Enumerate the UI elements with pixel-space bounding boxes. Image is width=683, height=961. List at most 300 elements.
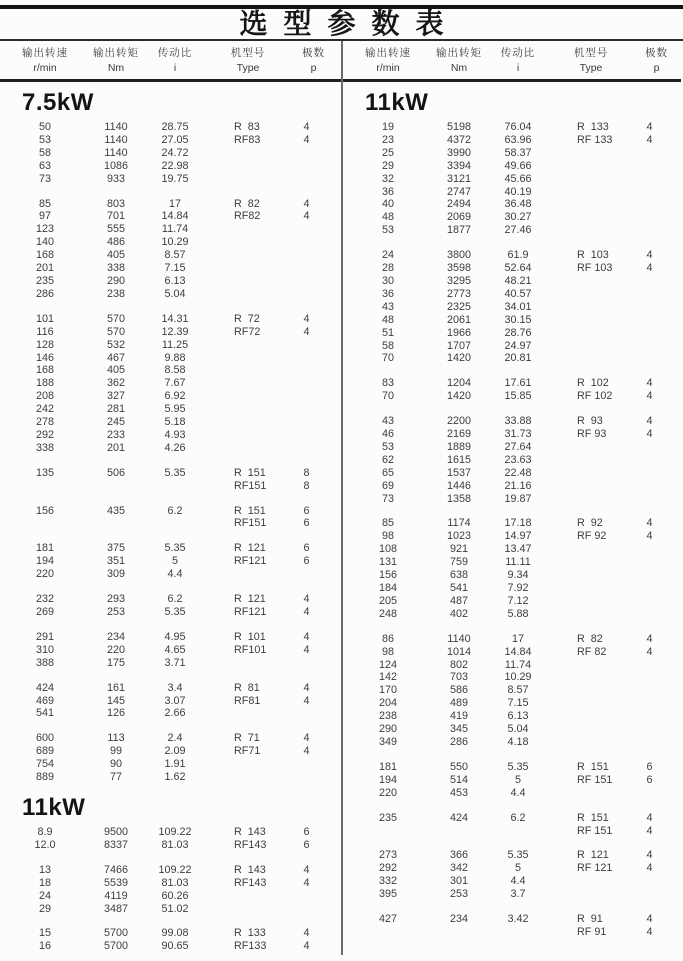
cell-type <box>551 467 631 480</box>
table-row <box>0 416 341 429</box>
cell-poles: 4 <box>303 121 310 133</box>
cell-type <box>551 493 631 506</box>
cell-output-speed: 188 <box>35 377 54 390</box>
cell-output-speed: 208 <box>35 390 54 403</box>
table-row <box>0 593 341 606</box>
cell-type <box>208 262 288 275</box>
cell-output-torque: 161 <box>106 681 125 694</box>
cell-type: R 133 <box>577 121 609 133</box>
cell-type <box>551 569 631 582</box>
cell-output-speed: 23 <box>381 133 394 146</box>
cell-poles <box>288 442 339 455</box>
cell-type: R 82 <box>577 632 603 645</box>
cell-ratio: 109.22 <box>158 825 192 838</box>
cell-output-speed: 220 <box>378 786 397 799</box>
cell-output-torque: 1086 <box>103 159 129 172</box>
cell-output-speed: 135 <box>35 466 54 479</box>
table-row <box>343 849 681 862</box>
cell-ratio <box>142 517 208 530</box>
cell-type: RF121 <box>234 606 267 618</box>
cell-output-torque: 1023 <box>446 530 472 543</box>
table-row <box>343 340 681 353</box>
column-header-label: 机型号 <box>230 47 266 59</box>
cell-poles <box>288 236 339 249</box>
cell-poles <box>631 723 682 736</box>
cell-output-speed: 689 <box>35 745 54 758</box>
cell-output-speed: 69 <box>381 479 394 492</box>
cell-poles <box>631 480 682 493</box>
cell-type <box>551 787 631 800</box>
cell-ratio: 8.57 <box>164 249 186 262</box>
cell-poles: 4 <box>646 530 653 543</box>
cell-output-torque: 2773 <box>446 287 472 300</box>
table-row <box>343 723 681 736</box>
cell-output-speed: 83 <box>381 377 394 390</box>
table-row <box>0 877 341 890</box>
cell-type <box>551 875 631 888</box>
cell-output-speed: 53 <box>381 224 394 237</box>
cell-type: R 151 <box>577 760 609 773</box>
cell-ratio: 5.88 <box>507 607 529 620</box>
cell-poles <box>288 339 339 352</box>
cell-ratio: 5.35 <box>507 760 529 773</box>
cell-output-torque: 201 <box>106 441 125 454</box>
cell-output-torque: 1966 <box>446 326 472 339</box>
cell-output-speed: 131 <box>378 556 397 569</box>
column-header-label: 输出转速 <box>365 47 411 59</box>
cell-type <box>551 710 631 723</box>
table-row <box>343 710 681 723</box>
table-row <box>0 429 341 442</box>
table-row <box>343 671 681 684</box>
cell-output-torque: 570 <box>106 325 125 338</box>
cell-type <box>208 416 288 429</box>
cell-output-torque: 1014 <box>446 645 472 658</box>
cell-output-speed: 205 <box>378 594 397 607</box>
panel-right <box>341 41 681 955</box>
column-header-label: 传动比 <box>157 47 193 59</box>
table-row <box>0 198 341 211</box>
cell-output-torque: 99 <box>109 745 122 758</box>
data-block <box>0 927 341 953</box>
cell-ratio: 11.74 <box>504 658 532 671</box>
cell-output-speed: 168 <box>35 249 54 262</box>
cell-output-torque: 4372 <box>446 133 472 146</box>
cell-type: R 71 <box>234 732 260 745</box>
cell-poles <box>288 403 339 416</box>
data-block <box>0 732 341 784</box>
cell-ratio: 17 <box>168 197 181 210</box>
cell-ratio: 6.13 <box>507 710 529 723</box>
cell-output-torque: 933 <box>106 172 125 185</box>
table-row <box>0 326 341 339</box>
cell-type: RF151 <box>234 479 267 492</box>
cell-output-torque: 1174 <box>447 517 471 530</box>
table-row <box>0 542 341 555</box>
data-block <box>0 542 341 581</box>
cell-output-speed: 65 <box>381 466 394 479</box>
cell-type: RF 121 <box>577 862 613 875</box>
cell-type <box>208 442 288 455</box>
cell-ratio: 22.98 <box>161 159 189 172</box>
cell-poles <box>631 493 682 506</box>
cell-ratio: 60.26 <box>161 889 189 902</box>
cell-type <box>208 758 288 771</box>
table-row <box>0 339 341 352</box>
cell-poles <box>631 787 682 800</box>
cell-ratio: 7.67 <box>164 377 186 390</box>
cell-type <box>551 441 631 454</box>
cell-output-speed: 469 <box>35 694 54 707</box>
cell-output-torque: 1877 <box>446 224 472 237</box>
cell-poles: 4 <box>646 415 653 428</box>
cell-type <box>551 697 631 710</box>
cell-ratio: 22.48 <box>504 466 532 479</box>
cell-type: R 121 <box>577 849 609 862</box>
cell-poles <box>631 211 682 224</box>
data-block <box>0 313 341 455</box>
cell-poles: 4 <box>646 632 653 645</box>
cell-ratio: 81.03 <box>161 876 189 889</box>
cell-poles <box>631 467 682 480</box>
cell-type: RF151 <box>234 517 267 530</box>
cell-output-speed: 194 <box>378 773 397 786</box>
cell-output-speed: 46 <box>381 428 394 441</box>
cell-ratio: 3.07 <box>164 694 186 707</box>
cell-ratio: 27.64 <box>504 440 532 453</box>
panels <box>0 41 683 955</box>
cell-poles <box>631 697 682 710</box>
table-row <box>343 390 681 403</box>
table-row <box>343 377 681 390</box>
cell-poles <box>631 327 682 340</box>
data-block <box>0 826 341 852</box>
cell-output-speed: 140 <box>35 236 54 249</box>
column-header-unit: Nm <box>107 62 125 74</box>
power-section-heading: 11kW <box>22 793 86 821</box>
cell-output-torque: 5198 <box>446 121 472 133</box>
cell-output-torque: 375 <box>106 542 125 555</box>
cell-ratio: 6.2 <box>167 504 183 517</box>
data-block <box>343 121 681 237</box>
cell-ratio: 4.4 <box>510 786 526 799</box>
column-header <box>551 46 631 75</box>
cell-ratio: 5.35 <box>164 542 186 555</box>
cell-output-torque: 3598 <box>446 262 472 275</box>
cell-output-speed: 97 <box>38 210 51 223</box>
cell-poles <box>288 249 339 262</box>
cell-poles: 4 <box>303 681 310 694</box>
cell-type <box>208 429 288 442</box>
column-header-label: 极数 <box>302 47 325 59</box>
cell-ratio: 4.18 <box>507 735 529 748</box>
cell-type <box>208 249 288 262</box>
cell-poles <box>631 556 682 569</box>
table-row <box>343 543 681 556</box>
cell-output-speed: 286 <box>35 287 54 300</box>
cell-ratio: 6.2 <box>167 593 183 606</box>
cell-type <box>551 671 631 684</box>
cell-ratio: 24.97 <box>504 339 532 352</box>
cell-poles: 4 <box>646 824 653 837</box>
cell-type <box>551 608 631 621</box>
table-row <box>343 530 681 543</box>
cell-output-speed: 63 <box>38 159 51 172</box>
cell-ratio: 4.93 <box>164 428 186 441</box>
cell-ratio: 30.15 <box>504 313 532 326</box>
cell-type <box>208 160 288 173</box>
cell-type <box>551 543 631 556</box>
cell-type <box>551 173 631 186</box>
table-row <box>0 364 341 377</box>
power-section-heading: 11kW <box>365 89 429 116</box>
cell-output-speed: 116 <box>36 325 54 338</box>
cell-type <box>208 147 288 160</box>
cell-output-speed: 395 <box>378 888 397 901</box>
cell-poles: 4 <box>646 249 653 262</box>
cell-poles <box>288 903 339 916</box>
cell-output-torque: 1204 <box>446 377 472 390</box>
column-header <box>90 46 142 75</box>
cell-ratio: 9.34 <box>507 569 529 582</box>
table-row <box>0 745 341 758</box>
table-row <box>343 888 681 901</box>
cell-ratio <box>485 825 551 838</box>
cell-type <box>551 723 631 736</box>
cell-output-speed: 146 <box>35 351 54 364</box>
table-row <box>343 415 681 428</box>
cell-type <box>551 582 631 595</box>
cell-type <box>208 236 288 249</box>
cell-ratio <box>485 926 551 939</box>
cell-output-torque: 234 <box>106 630 125 643</box>
column-header-unit: Type <box>236 62 260 74</box>
cell-type <box>551 314 631 327</box>
cell-output-torque: 293 <box>106 593 125 606</box>
table-row <box>343 288 681 301</box>
cell-type: R 81 <box>234 681 260 694</box>
cell-ratio: 6.13 <box>164 274 186 287</box>
cell-output-speed: 53 <box>38 133 51 146</box>
cell-poles <box>288 364 339 377</box>
cell-poles <box>288 707 339 720</box>
cell-output-torque: 487 <box>449 594 468 607</box>
cell-ratio: 17.61 <box>504 377 532 390</box>
cell-ratio: 6.2 <box>510 811 526 824</box>
cell-ratio: 1.62 <box>164 771 186 784</box>
table-row <box>0 249 341 262</box>
cell-output-torque: 77 <box>109 771 122 784</box>
cell-ratio: 5 <box>514 862 521 875</box>
page-title: 选型参数表 <box>239 8 460 39</box>
column-header <box>288 46 339 75</box>
cell-output-torque: 2747 <box>446 185 472 198</box>
cell-poles: 4 <box>303 927 310 940</box>
cell-type <box>208 364 288 377</box>
cell-output-speed: 51 <box>381 326 394 339</box>
cell-output-torque: 435 <box>106 504 125 517</box>
table-row <box>343 275 681 288</box>
cell-output-torque: 586 <box>449 684 468 697</box>
cell-output-torque: 8337 <box>103 838 129 851</box>
cell-type: RF 151 <box>577 824 613 837</box>
column-header <box>631 46 682 75</box>
cell-type <box>551 198 631 211</box>
table-row <box>343 633 681 646</box>
table-row <box>0 927 341 940</box>
table-row <box>343 134 681 147</box>
table-row <box>0 682 341 695</box>
cell-ratio: 27.46 <box>504 224 532 237</box>
cell-poles: 4 <box>303 643 310 656</box>
cell-output-torque: 514 <box>449 773 468 786</box>
column-header <box>485 46 551 75</box>
cell-output-torque: 1707 <box>446 339 472 352</box>
table-row <box>343 493 681 506</box>
column-header-label: 输出转矩 <box>436 47 482 59</box>
cell-poles: 4 <box>646 849 653 862</box>
cell-ratio: 2.4 <box>167 732 183 745</box>
cell-output-torque: 9500 <box>103 825 129 838</box>
cell-poles <box>288 147 339 160</box>
cell-poles <box>631 160 682 173</box>
cell-ratio: 11.11 <box>505 556 531 569</box>
cell-output-speed: 29 <box>381 159 394 172</box>
table-row <box>343 697 681 710</box>
cell-output-speed: 48 <box>381 313 394 326</box>
table-row <box>343 428 681 441</box>
cell-output-torque: 3394 <box>446 159 472 172</box>
cell-ratio: 36.48 <box>504 198 532 211</box>
table-row <box>0 771 341 784</box>
cell-ratio: 34.01 <box>504 300 532 313</box>
table-row <box>0 657 341 670</box>
cell-type: RF143 <box>234 838 267 851</box>
cell-type: R 91 <box>577 913 603 926</box>
cell-ratio: 109.22 <box>158 863 192 876</box>
cell-poles: 4 <box>646 428 653 441</box>
cell-type: RF101 <box>234 643 267 656</box>
cell-output-speed: 98 <box>381 645 394 658</box>
cell-ratio: 33.88 <box>504 415 532 428</box>
cell-type <box>551 888 631 901</box>
cell-ratio: 1.91 <box>164 758 186 771</box>
cell-poles: 6 <box>303 825 310 838</box>
cell-output-torque: 145 <box>106 694 125 707</box>
cell-output-speed: 86 <box>381 632 394 645</box>
cell-output-torque: 1140 <box>104 146 128 159</box>
table-row <box>343 160 681 173</box>
cell-type: RF 92 <box>577 530 607 543</box>
table-row <box>343 352 681 365</box>
table-row <box>0 377 341 390</box>
cell-type <box>208 390 288 403</box>
cell-type: R 121 <box>234 542 266 555</box>
cell-type <box>551 340 631 353</box>
cell-output-speed: 541 <box>35 707 54 720</box>
cell-type: R 133 <box>234 927 266 940</box>
cell-output-torque: 253 <box>106 606 125 618</box>
cell-ratio: 7.12 <box>507 594 529 607</box>
cell-output-speed: 12.0 <box>34 838 56 851</box>
cell-type: RF 151 <box>577 773 613 786</box>
table-row <box>343 301 681 314</box>
cell-ratio: 5.95 <box>164 403 186 416</box>
cell-type <box>551 454 631 467</box>
cell-output-speed: 889 <box>35 771 54 784</box>
table-row <box>343 121 681 134</box>
cell-output-speed: 29 <box>38 902 51 915</box>
cell-poles: 4 <box>646 645 653 658</box>
table-row <box>0 695 341 708</box>
cell-ratio: 20.81 <box>504 352 532 365</box>
table-row <box>343 467 681 480</box>
cell-output-speed: 184 <box>378 582 397 594</box>
column-header-unit: p <box>653 62 660 74</box>
cell-poles: 4 <box>646 133 653 146</box>
data-block <box>343 812 681 838</box>
cell-type: R 143 <box>234 825 266 838</box>
cell-output-speed: 73 <box>381 492 394 505</box>
power-section-heading: 7.5kW <box>22 89 94 116</box>
cell-ratio: 9.88 <box>164 351 186 364</box>
column-header-label: 极数 <box>645 47 668 59</box>
cell-output-speed: 25 <box>381 146 394 159</box>
cell-ratio: 3.71 <box>164 656 186 669</box>
cell-output-torque: 486 <box>106 236 125 249</box>
table-row <box>0 223 341 236</box>
cell-ratio: 4.95 <box>164 630 186 643</box>
cell-output-torque: 90 <box>109 758 122 771</box>
cell-poles <box>631 275 682 288</box>
cell-ratio: 17.18 <box>504 517 532 530</box>
cell-poles: 4 <box>303 606 310 618</box>
column-header <box>208 46 288 75</box>
cell-output-speed: 278 <box>35 416 54 429</box>
cell-output-torque: 1140 <box>447 632 471 645</box>
cell-output-torque: 327 <box>106 390 125 403</box>
cell-type: RF72 <box>234 325 261 338</box>
cell-output-torque: 2200 <box>446 415 472 428</box>
table-row <box>343 556 681 569</box>
cell-ratio: 10.29 <box>161 236 189 249</box>
cell-output-torque: 342 <box>449 862 468 875</box>
cell-poles: 6 <box>303 838 310 851</box>
table-row <box>0 568 341 581</box>
cell-output-speed: 48 <box>381 211 394 224</box>
cell-ratio: 19.75 <box>161 172 189 185</box>
column-header-unit: i <box>516 62 520 74</box>
cell-type: RF83 <box>234 133 261 146</box>
cell-type <box>551 275 631 288</box>
table-row <box>343 224 681 237</box>
cell-output-torque: 759 <box>449 556 468 569</box>
cell-output-speed: 269 <box>35 606 54 618</box>
cell-poles <box>631 875 682 888</box>
cell-type <box>551 659 631 672</box>
cell-type <box>551 288 631 301</box>
cell-output-torque: 453 <box>449 786 468 799</box>
cell-type: R 151 <box>234 504 266 517</box>
cell-output-torque: 253 <box>449 888 468 901</box>
cell-ratio: 14.84 <box>161 210 189 223</box>
cell-output-torque: 803 <box>106 197 125 210</box>
cell-ratio: 52.64 <box>504 262 532 275</box>
cell-ratio: 3.4 <box>167 681 183 694</box>
cell-ratio: 15.85 <box>504 390 532 403</box>
table-row <box>343 684 681 697</box>
cell-type: R 72 <box>234 312 260 325</box>
